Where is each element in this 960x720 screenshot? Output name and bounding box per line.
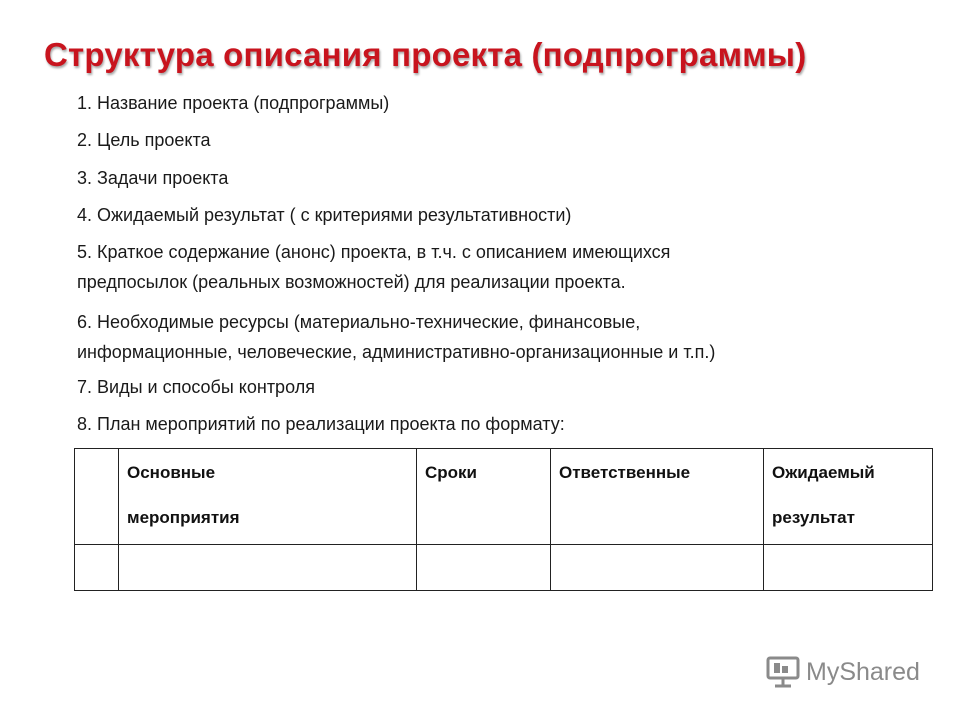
list-item — [77, 88, 389, 118]
table-cell — [764, 545, 933, 591]
list-item-text-continued: информационные, человеческие, административно-организационные и т.п.) — [77, 342, 716, 362]
list-item — [77, 307, 715, 367]
list-item-text: 3. Задачи проекта — [77, 168, 229, 188]
list-item-text: 6. Необходимые ресурсы (материально-технические, финансовые, — [77, 312, 641, 332]
table-header-cell — [551, 449, 764, 545]
list-item — [77, 237, 670, 297]
table-header-cell — [75, 449, 119, 545]
table-header-cell — [764, 449, 933, 545]
myshared-logo — [766, 656, 920, 688]
table-header-cell — [119, 449, 417, 545]
list-item — [77, 200, 571, 230]
table-header-cell — [417, 449, 551, 545]
table-cell — [75, 545, 119, 591]
table-cell — [551, 545, 764, 591]
table-header-text: Ожидаемый — [772, 463, 875, 482]
table-cell — [417, 545, 551, 591]
list-item-text: 7. Виды и способы контроля — [77, 377, 315, 397]
table-header-text-continued: результат — [772, 508, 855, 527]
list-item-text: 2. Цель проекта — [77, 130, 211, 150]
list-item-text-continued: предпосылок (реальных возможностей) для реализации проекта. — [77, 272, 626, 292]
table-header-row — [75, 449, 933, 545]
table-header-text: Ответственные — [559, 463, 691, 482]
table-header-text: Сроки — [425, 463, 478, 482]
list-item — [77, 163, 228, 193]
plan-table — [74, 448, 933, 591]
list-item-text: 5. Краткое содержание (анонс) проекта, в т.ч. с описанием имеющихся — [77, 242, 671, 262]
logo-text: MyShared — [806, 657, 920, 686]
table-header-text: Основные — [127, 463, 216, 482]
list-item-text: 8. План мероприятий по реализации проекта по формату: — [77, 414, 565, 434]
table-cell — [119, 545, 417, 591]
presentation-board-icon — [766, 656, 800, 688]
page-title: Структура описания проекта (подпрограммы) — [44, 36, 807, 73]
list-item — [77, 409, 565, 439]
table-row — [75, 545, 933, 591]
list-item — [77, 372, 315, 402]
list-item-text: 1. Название проекта (подпрограммы) — [77, 93, 390, 113]
table-header-text-continued: мероприятия — [127, 508, 240, 527]
list-item-text: 4. Ожидаемый результат ( с критериями результативности) — [77, 205, 572, 225]
list-item — [77, 125, 211, 155]
